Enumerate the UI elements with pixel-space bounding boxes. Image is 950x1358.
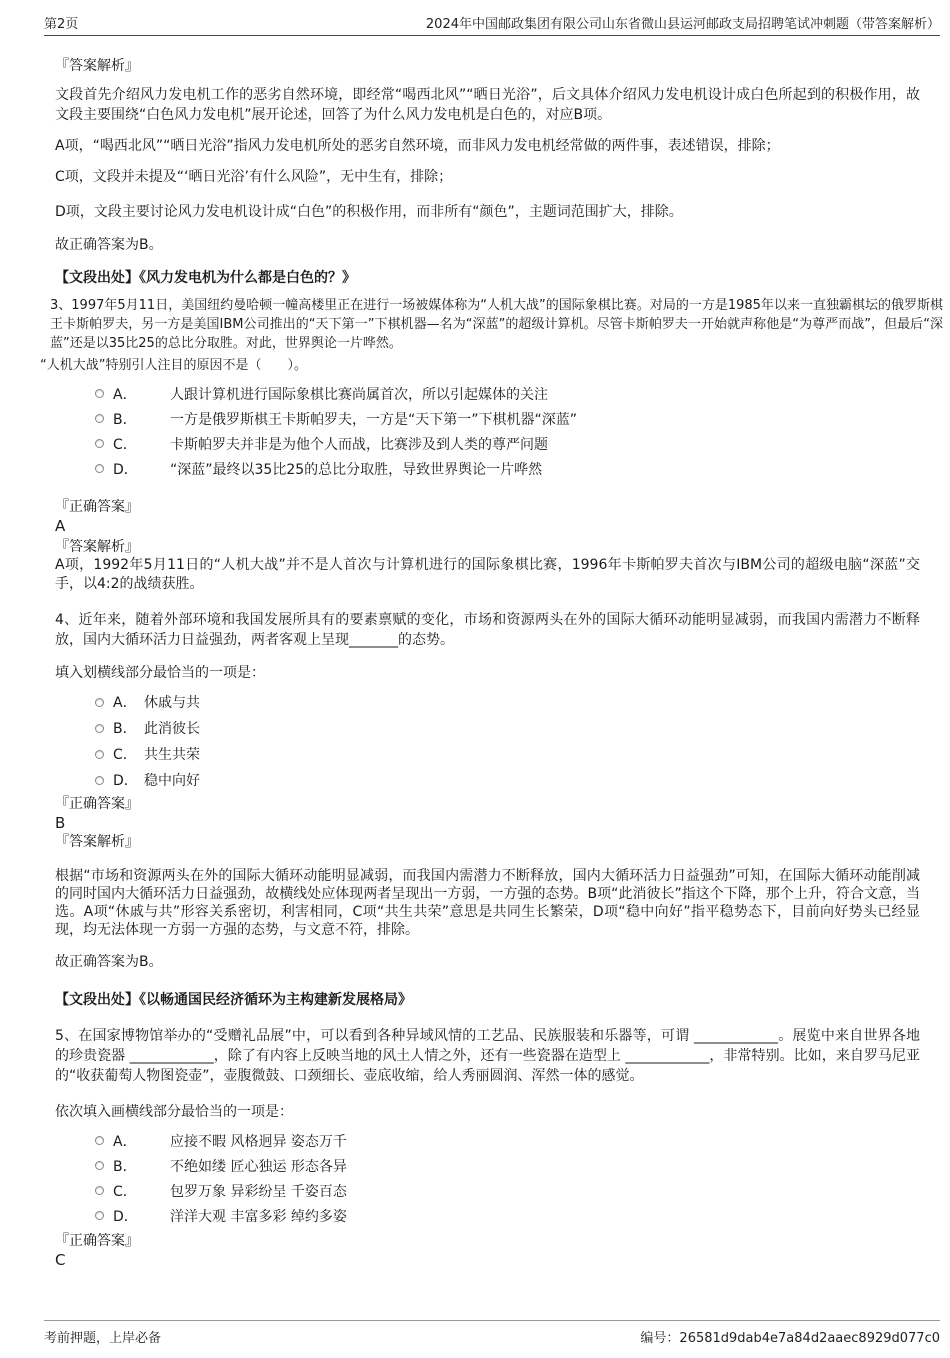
- analysis-label-q4: 『答案解析』: [55, 834, 139, 850]
- option-letter: A．: [113, 386, 137, 403]
- option-letter: C．: [113, 436, 137, 453]
- option-text: 应接不暇 风格迥异 姿态万千: [170, 1133, 347, 1150]
- analysis-conclusion-q2: 故正确答案为B。: [55, 237, 163, 253]
- question-5-stem: 5、在国家博物馆举办的“受赠礼品展”中，可以看到各种异域风情的工艺品、民族服装和乐器等，可谓 ____________。展览中来自世界各地的珍贵瓷器 ____________，除了有内容上反映当地的风土人情之外，还有一些瓷器在造型上 ____________，非常特别。比如，来自罗马尼亚的“收获葡萄人物图瓷壶”，壶腹微鼓、口颈细长、壶底收缩，给人秀丽圆润、浑然一体的感觉。: [55, 1028, 920, 1084]
- correct-answer-label-q3: 『正确答案』: [55, 499, 139, 515]
- radio-button-icon[interactable]: [95, 698, 104, 707]
- radio-button-icon[interactable]: [95, 1161, 104, 1170]
- radio-button-icon[interactable]: [95, 439, 104, 448]
- header-divider: [44, 35, 940, 36]
- question-3-option-a[interactable]: [95, 381, 920, 406]
- option-text: 卡斯帕罗夫并非是为他个人而战，比赛涉及到人类的尊严问题: [170, 436, 548, 453]
- correct-answer-label-q4: 『正确答案』: [55, 796, 139, 812]
- radio-button-icon[interactable]: [95, 389, 104, 398]
- question-3-options: [55, 381, 920, 481]
- correct-answer-label-q5: 『正确答案』: [55, 1233, 139, 1249]
- analysis-label-q3: 『答案解析』: [55, 539, 139, 555]
- option-text: 一方是俄罗斯棋王卡斯帕罗夫，一方是“天下第一”下棋机器“深蓝”: [170, 411, 578, 428]
- option-letter: D．: [113, 773, 138, 789]
- analysis-paragraph-q2-option-c: C项，文段并未提及“‘晒日光浴’有什么风险”，无中生有，排除；: [55, 169, 453, 185]
- question-5-option-b[interactable]: [95, 1153, 920, 1178]
- radio-button-icon[interactable]: [95, 464, 104, 473]
- radio-button-icon[interactable]: [95, 1186, 104, 1195]
- correct-answer-value-q4: B: [55, 814, 66, 832]
- analysis-paragraph-q2-option-a: A项，“喝西北风”“晒日光浴”指风力发电机所处的恶劣自然环境，而非风力发电机经常做的两件事，表述错误，排除；: [55, 138, 780, 154]
- option-letter: A．: [113, 1133, 137, 1150]
- option-text: 人跟计算机进行国际象棋比赛尚属首次，所以引起媒体的关注: [170, 386, 548, 403]
- footer-serial-number: 编号：26581d9dab4e7a84d2aaec8929d077c0: [640, 1331, 940, 1346]
- question-5-option-a[interactable]: [95, 1128, 920, 1153]
- option-letter: D．: [113, 1208, 138, 1225]
- question-3-option-d[interactable]: [95, 456, 920, 481]
- option-letter: C．: [113, 1183, 137, 1200]
- radio-button-icon[interactable]: [95, 414, 104, 423]
- analysis-paragraph-q4: 根据“市场和资源两头在外的国际大循环动能明显减弱，而我国内需潜力不断释放，国内大循环活力日益强劲”可知，在国际大循环动能削减的同时国内大循环活力日益强劲，故横线处应体现两者呈现出一方弱，一方强的态势。B项“此消彼长”指这个下降，那个上升，符合文意，当选。A项“休戚与共”形容关系密切，利害相同，C项“共生共荣”意思是共同生长繁荣，D项“稳中向好”指平稳势态下，目前向好势头已经显现，均无法体现一方弱一方强的态势，与文意不符，排除。: [55, 868, 920, 938]
- source-reference-q4: 【文段出处】《以畅通国民经济循环为主构建新发展格局》: [55, 992, 412, 1008]
- option-letter: B．: [113, 1158, 137, 1175]
- option-text: “深蓝”最终以35比25的总比分取胜，导致世界舆论一片哗然: [170, 461, 543, 478]
- document-title: 2024年中国邮政集团有限公司山东省微山县运河邮政支局招聘笔试冲刺题（带答案解析）: [425, 17, 940, 32]
- question-3-substem: “人机大战”特别引人注目的原因不是（ ）。: [40, 358, 307, 373]
- radio-button-icon[interactable]: [95, 1136, 104, 1145]
- question-5-options: [55, 1128, 920, 1228]
- page-header: [44, 13, 940, 32]
- option-text: 包罗万象 异彩纷呈 千姿百态: [170, 1183, 347, 1200]
- option-letter: D．: [113, 461, 138, 478]
- question-4-stem: 4、近年来，随着外部环境和我国发展所具有的要素禀赋的变化，市场和资源两头在外的国际大循环动能明显减弱，而我国内需潜力不断释放，国内大循环活力日益强劲，两者客观上呈现_______的态势。: [55, 612, 920, 648]
- analysis-label-q2: 『答案解析』: [55, 58, 139, 74]
- option-letter: C．: [113, 747, 137, 763]
- source-reference-q2: 【文段出处】《风力发电机为什么都是白色的？》: [55, 270, 356, 286]
- question-4-option-c[interactable]: [95, 741, 920, 767]
- page-number: 第2页: [44, 17, 79, 32]
- correct-answer-value-q5: C: [55, 1251, 66, 1269]
- radio-button-icon[interactable]: [95, 776, 104, 785]
- option-text: 休戚与共: [144, 695, 200, 711]
- radio-button-icon[interactable]: [95, 1211, 104, 1220]
- radio-button-icon[interactable]: [95, 724, 104, 733]
- question-5-option-c[interactable]: [95, 1178, 920, 1203]
- analysis-paragraph-q2-option-d: D项，文段主要讨论风力发电机设计成“白色”的积极作用，而非所有“颜色”，主题词范围扩大，排除。: [55, 204, 683, 220]
- question-3-option-c[interactable]: [95, 431, 920, 456]
- option-text: 稳中向好: [144, 773, 200, 789]
- correct-answer-value-q3: A: [55, 517, 66, 535]
- question-3-stem: 3、1997年5月11日，美国纽约曼哈顿一幢高楼里正在进行一场被媒体称为“人机大战”的国际象棋比赛。对局的一方是1985年以来一直独霸棋坛的俄罗斯棋王卡斯帕罗夫，另一方是美国IBM公司推出的“天下第一”下棋机器—名为“深蓝”的超级计算机。尽管卡斯帕罗夫一开始就声称他是“为尊严而战”，但最后“深蓝”还是以35比25的总比分取胜。对此，世界舆论一片哗然。: [50, 298, 943, 351]
- option-text: 不绝如缕 匠心独运 形态各异: [170, 1158, 347, 1175]
- option-letter: B．: [113, 411, 137, 428]
- question-5-option-d[interactable]: [95, 1203, 920, 1228]
- option-text: 洋洋大观 丰富多彩 绰约多姿: [170, 1208, 347, 1225]
- analysis-paragraph-q2-main: 文段首先介绍风力发电机工作的恶劣自然环境，即经常“喝西北风”“晒日光浴”，后文具体介绍风力发电机设计成白色所起到的积极作用，故文段主要围绕“白色风力发电机”展开论述，回答了为什么风力发电机是白色的，对应B项。: [55, 87, 920, 123]
- question-3-option-b[interactable]: [95, 406, 920, 431]
- option-letter: A．: [113, 695, 137, 711]
- question-4-option-b[interactable]: [95, 715, 920, 741]
- question-4-options: [55, 689, 920, 793]
- option-text: 共生共荣: [144, 747, 200, 763]
- footer-slogan: 考前押题，上岸必备: [44, 1331, 162, 1346]
- radio-button-icon[interactable]: [95, 750, 104, 759]
- question-4-option-a[interactable]: [95, 689, 920, 715]
- analysis-paragraph-q3: A项，1992年5月11日的“人机大战”并不是人首次与计算机进行的国际象棋比赛，1996年卡斯帕罗夫首次与IBM公司的超级电脑“深蓝”交手，以4:2的战绩获胜。: [55, 557, 920, 592]
- option-text: 此消彼长: [144, 721, 200, 737]
- question-5-prompt: 依次填入画横线部分最恰当的一项是：: [55, 1104, 293, 1120]
- question-4-prompt: 填入划横线部分最恰当的一项是：: [55, 665, 265, 681]
- page-content: [0, 57, 950, 1270]
- question-4-option-d[interactable]: [95, 767, 920, 793]
- analysis-conclusion-q4: 故正确答案为B。: [55, 954, 163, 970]
- page-footer: [44, 1320, 940, 1346]
- option-letter: B．: [113, 721, 137, 737]
